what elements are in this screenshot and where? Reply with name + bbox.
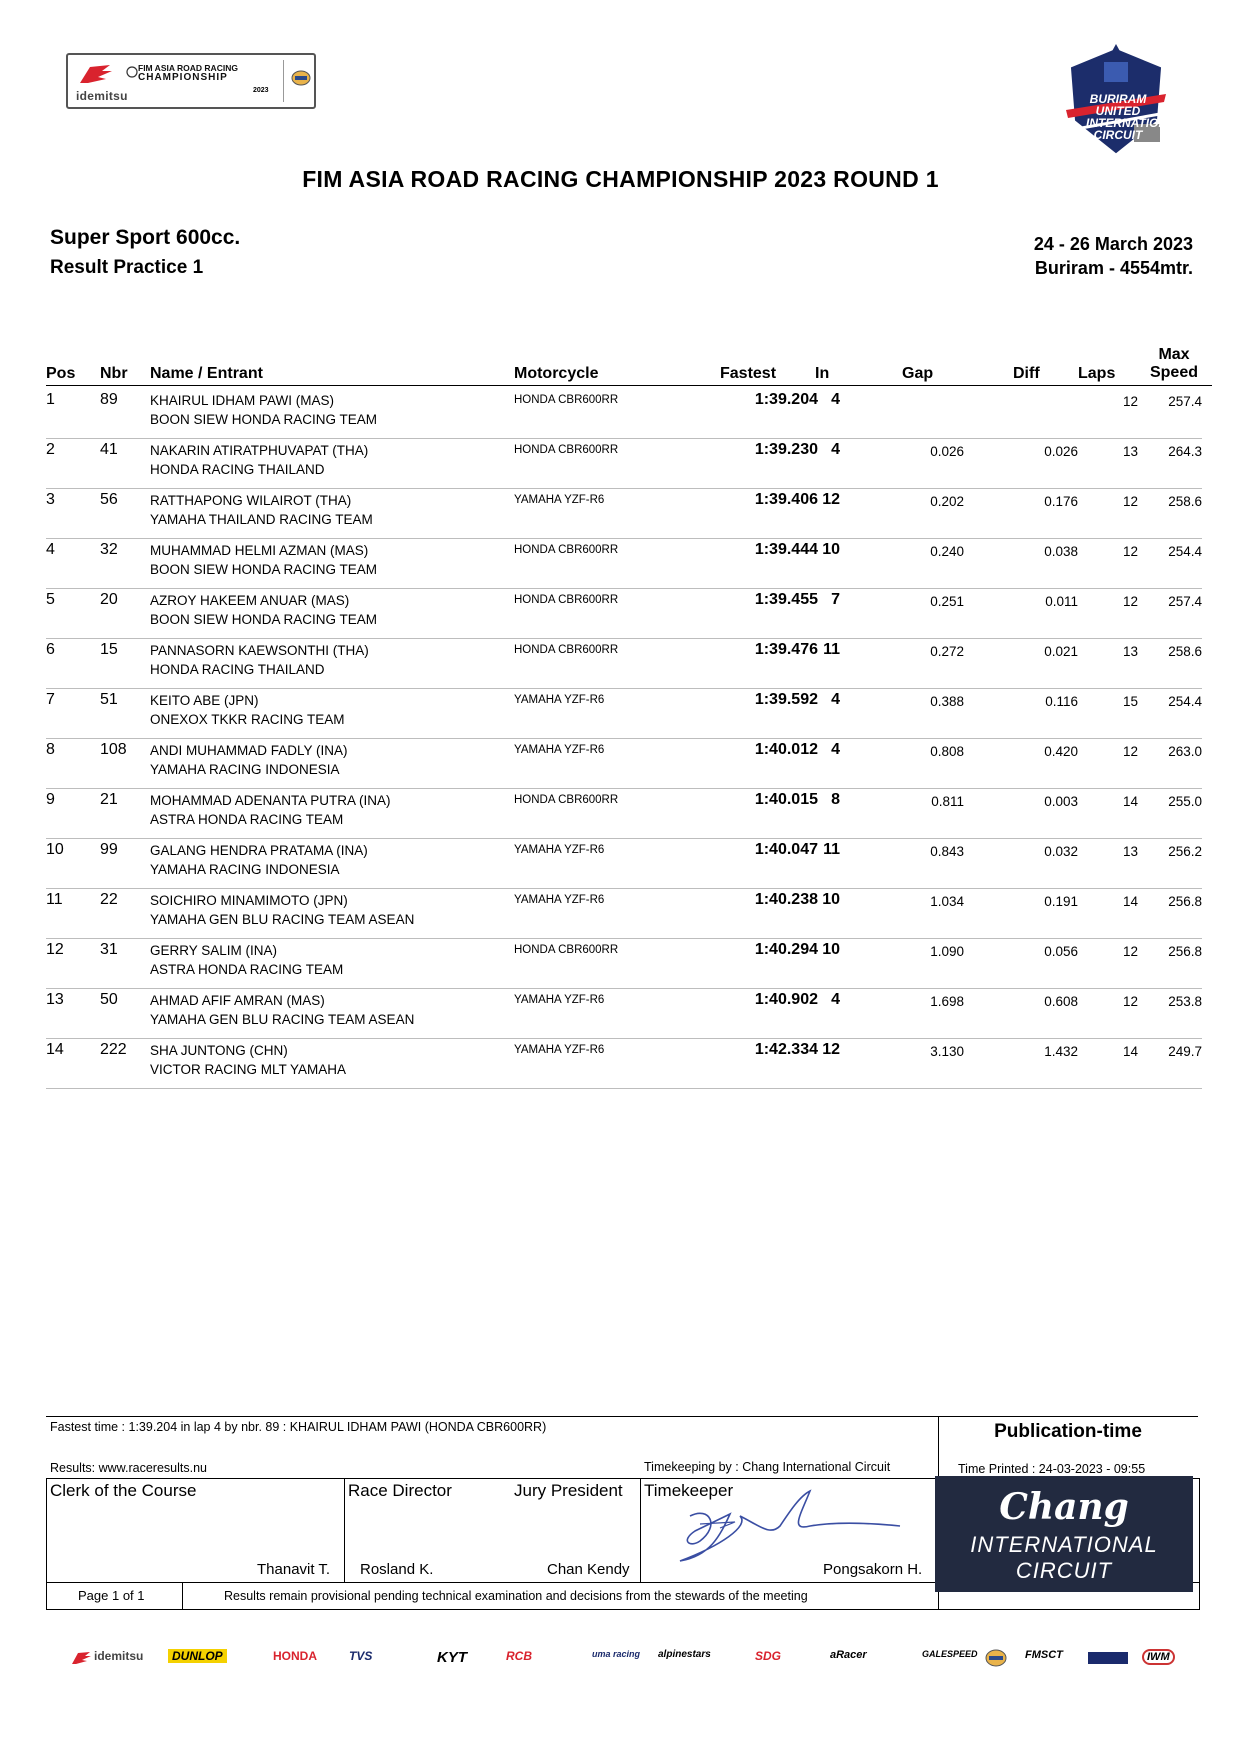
in-lap-cell: 11 bbox=[823, 641, 840, 658]
laps-cell: 12 bbox=[1122, 994, 1138, 1009]
gap-cell: 0.240 bbox=[930, 544, 964, 559]
gap-cell: 0.202 bbox=[930, 494, 964, 509]
diff-cell: 0.420 bbox=[1044, 744, 1078, 759]
clerk-name: Thanavit T. bbox=[257, 1561, 331, 1578]
max-speed-cell: 258.6 bbox=[1168, 644, 1202, 659]
team-name: HONDA RACING THAILAND bbox=[150, 462, 325, 477]
team-name: YAMAHA RACING INDONESIA bbox=[150, 762, 340, 777]
fastest-cell: 1:39.406 bbox=[754, 491, 818, 508]
nbr-cell: 22 bbox=[100, 891, 118, 908]
pos-cell: 1 bbox=[46, 391, 55, 408]
diff-cell: 0.003 bbox=[1044, 794, 1078, 809]
motorcycle-cell: HONDA CBR600RR bbox=[514, 594, 619, 606]
idemitsu-sponsor-mark bbox=[70, 1650, 92, 1666]
in-lap-cell: 4 bbox=[831, 391, 840, 408]
officials-divider-2 bbox=[640, 1478, 641, 1582]
laps-cell: 12 bbox=[1122, 494, 1138, 509]
clerk-label: Clerk of the Course bbox=[50, 1481, 197, 1500]
motorcycle-cell: HONDA CBR600RR bbox=[514, 394, 619, 406]
header-name: Name / Entrant bbox=[150, 365, 263, 382]
championship-logo-year: 2023 bbox=[253, 87, 269, 94]
chang-logo-line1: INTERNATIONAL bbox=[970, 1532, 1158, 1557]
nbr-cell: 20 bbox=[100, 591, 118, 608]
officials-divider-1 bbox=[344, 1478, 345, 1582]
header-fastest: Fastest bbox=[720, 365, 777, 382]
event-venue: Buriram - 4554mtr. bbox=[1034, 258, 1193, 278]
max-speed-cell: 257.4 bbox=[1168, 594, 1202, 609]
sponsor-tvs: TVS bbox=[349, 1649, 373, 1663]
fastest-cell: 1:39.476 bbox=[754, 641, 818, 658]
team-name: VICTOR RACING MLT YAMAHA bbox=[150, 1062, 347, 1077]
nbr-cell: 31 bbox=[100, 941, 118, 958]
header-in: In bbox=[815, 365, 830, 382]
max-speed-cell: 254.4 bbox=[1168, 694, 1202, 709]
page-divider bbox=[182, 1582, 183, 1610]
team-name: YAMAHA RACING INDONESIA bbox=[150, 862, 340, 877]
sponsor-alpinestars: alpinestars bbox=[658, 1649, 711, 1660]
sponsor-galespeed: GALESPEED bbox=[922, 1649, 978, 1659]
rider-name: PANNASORN KAEWSONTHI (THA) bbox=[150, 643, 369, 658]
sponsor-iwm: IWM bbox=[1142, 1649, 1175, 1665]
rider-name: GALANG HENDRA PRATAMA (INA) bbox=[150, 843, 368, 858]
laps-cell: 14 bbox=[1122, 1044, 1138, 1059]
diff-cell: 1.432 bbox=[1044, 1044, 1078, 1059]
table-row bbox=[46, 888, 1202, 939]
fastest-cell: 1:42.334 bbox=[754, 1041, 818, 1058]
rider-name: MUHAMMAD HELMI AZMAN (MAS) bbox=[150, 543, 369, 558]
diff-cell: 0.608 bbox=[1044, 994, 1078, 1009]
header-rule bbox=[46, 385, 1212, 386]
table-row bbox=[46, 538, 1202, 589]
timekeeper-signature bbox=[660, 1486, 910, 1566]
motorcycle-cell: HONDA CBR600RR bbox=[514, 444, 619, 456]
fastest-cell: 1:40.294 bbox=[754, 941, 818, 958]
diff-cell: 0.176 bbox=[1044, 494, 1078, 509]
in-lap-cell: 10 bbox=[822, 891, 840, 908]
sponsor-idemitsu: idemitsu bbox=[94, 1649, 144, 1663]
pos-cell: 9 bbox=[46, 791, 55, 808]
rider-name: SOICHIRO MINAMIMOTO (JPN) bbox=[150, 893, 348, 908]
sponsor-dunlop: DUNLOP bbox=[168, 1649, 227, 1663]
gap-cell: 0.251 bbox=[930, 594, 964, 609]
footer-top-rule bbox=[46, 1416, 1198, 1417]
jury-president-label: Jury President bbox=[514, 1481, 623, 1500]
provisional-disclaimer: Results remain provisional pending technical examination and decisions from the stewards of the meeting bbox=[224, 1589, 808, 1603]
page-number: Page 1 of 1 bbox=[78, 1588, 145, 1603]
laps-cell: 12 bbox=[1122, 544, 1138, 559]
table-row bbox=[46, 788, 1202, 839]
time-printed: Time Printed : 24-03-2023 - 09:55 bbox=[958, 1462, 1146, 1476]
publication-title: Publication-time bbox=[994, 1421, 1142, 1442]
pos-cell: 2 bbox=[46, 441, 55, 458]
diff-cell: 0.032 bbox=[1044, 844, 1078, 859]
sponsor-rcb: RCB bbox=[506, 1649, 532, 1663]
in-lap-cell: 12 bbox=[822, 1041, 840, 1058]
nbr-cell: 108 bbox=[100, 741, 127, 758]
sponsor-fmsct: FMSCT bbox=[1025, 1649, 1063, 1661]
rider-name: ANDI MUHAMMAD FADLY (INA) bbox=[150, 743, 348, 758]
laps-cell: 12 bbox=[1122, 394, 1138, 409]
header-max-speed bbox=[1140, 346, 1208, 382]
pos-cell: 4 bbox=[46, 541, 55, 558]
sponsor-sdg: SDG bbox=[755, 1649, 782, 1663]
in-lap-cell: 4 bbox=[831, 441, 840, 458]
pos-cell: 14 bbox=[46, 1041, 64, 1058]
federation-emblem-icon bbox=[290, 67, 312, 89]
nbr-cell: 32 bbox=[100, 541, 118, 558]
fastest-cell: 1:40.238 bbox=[754, 891, 818, 908]
laps-cell: 14 bbox=[1122, 794, 1138, 809]
max-speed-cell: 254.4 bbox=[1168, 544, 1202, 559]
fastest-time-note: Fastest time : 1:39.204 in lap 4 by nbr. 89 : KHAIRUL IDHAM PAWI (HONDA CBR600RR) bbox=[50, 1420, 547, 1434]
pos-cell: 11 bbox=[46, 891, 63, 908]
in-lap-cell: 4 bbox=[831, 691, 840, 708]
max-speed-cell: 256.8 bbox=[1168, 894, 1202, 909]
chang-logo-line2: CIRCUIT bbox=[1015, 1558, 1113, 1583]
fastest-cell: 1:39.455 bbox=[754, 591, 818, 608]
team-name: YAMAHA GEN BLU RACING TEAM ASEAN bbox=[150, 912, 415, 927]
in-lap-cell: 10 bbox=[822, 541, 840, 558]
championship-logo-text bbox=[138, 63, 238, 83]
max-speed-cell: 255.0 bbox=[1168, 794, 1202, 809]
footer-bottom-rule bbox=[46, 1609, 1200, 1610]
laps-cell: 12 bbox=[1122, 944, 1138, 959]
max-speed-cell: 249.7 bbox=[1168, 1044, 1202, 1059]
nbr-cell: 15 bbox=[100, 641, 118, 658]
federation-sponsor-emblem-icon bbox=[983, 1648, 1009, 1668]
championship-logo-line2: CHAMPIONSHIP bbox=[138, 72, 228, 83]
table-row bbox=[46, 988, 1202, 1039]
sponsor-honda: HONDA bbox=[273, 1649, 317, 1663]
gap-cell: 0.843 bbox=[930, 844, 964, 859]
fastest-cell: 1:40.047 bbox=[754, 841, 818, 858]
laps-cell: 13 bbox=[1122, 844, 1138, 859]
rider-name: AZROY HAKEEM ANUAR (MAS) bbox=[150, 593, 350, 608]
in-lap-cell: 12 bbox=[822, 491, 840, 508]
gap-cell: 3.130 bbox=[930, 1044, 964, 1059]
table-row bbox=[46, 838, 1202, 889]
table-row bbox=[46, 688, 1202, 739]
gap-cell: 0.811 bbox=[931, 794, 964, 809]
pos-cell: 13 bbox=[46, 991, 64, 1008]
officials-right-rule bbox=[1199, 1478, 1200, 1610]
diff-cell: 0.116 bbox=[1045, 694, 1078, 709]
header-laps: Laps bbox=[1078, 365, 1116, 382]
timekeeper-name: Pongsakorn H. bbox=[823, 1561, 923, 1578]
fastest-cell: 1:40.015 bbox=[754, 791, 818, 808]
header-nbr: Nbr bbox=[100, 365, 128, 382]
sponsor-blue-logo-icon bbox=[1088, 1650, 1128, 1666]
pos-cell: 10 bbox=[46, 841, 64, 858]
table-row bbox=[46, 938, 1202, 989]
team-name: HONDA RACING THAILAND bbox=[150, 662, 325, 677]
motorcycle-cell: YAMAHA YZF-R6 bbox=[514, 694, 605, 706]
table-row bbox=[46, 638, 1202, 689]
team-name: ASTRA HONDA RACING TEAM bbox=[150, 812, 344, 827]
team-name: BOON SIEW HONDA RACING TEAM bbox=[150, 612, 378, 627]
motorcycle-cell: YAMAHA YZF-R6 bbox=[514, 494, 605, 506]
max-speed-cell: 256.2 bbox=[1168, 844, 1202, 859]
rider-name: MOHAMMAD ADENANTA PUTRA (INA) bbox=[150, 793, 391, 808]
diff-cell: 0.011 bbox=[1045, 594, 1078, 609]
idemitsu-logo-mark bbox=[76, 61, 116, 87]
fastest-cell: 1:39.230 bbox=[754, 441, 818, 458]
laps-cell: 12 bbox=[1122, 744, 1138, 759]
laps-cell: 12 bbox=[1122, 594, 1138, 609]
team-name: YAMAHA GEN BLU RACING TEAM ASEAN bbox=[150, 1012, 415, 1027]
sponsor-kyt: KYT bbox=[437, 1649, 467, 1666]
gap-cell: 0.808 bbox=[930, 744, 964, 759]
motorcycle-cell: YAMAHA YZF-R6 bbox=[514, 894, 605, 906]
motorcycle-cell: YAMAHA YZF-R6 bbox=[514, 844, 605, 856]
header-diff: Diff bbox=[1013, 365, 1040, 382]
laps-cell: 15 bbox=[1122, 694, 1138, 709]
fastest-cell: 1:40.902 bbox=[754, 991, 818, 1008]
gap-cell: 1.034 bbox=[930, 894, 964, 909]
in-lap-cell: 10 bbox=[822, 941, 840, 958]
header-speed: Speed bbox=[1149, 364, 1198, 381]
table-row bbox=[46, 1038, 1202, 1089]
buriram-logo-text: BURIRAM UNITED INTERNATIONAL CIRCUIT bbox=[1086, 92, 1184, 142]
page-title: FIM ASIA ROAD RACING CHAMPIONSHIP 2023 ROUND 1 bbox=[302, 166, 939, 192]
laps-cell: 13 bbox=[1122, 444, 1138, 459]
timekeeper-label: Timekeeper bbox=[644, 1481, 734, 1500]
laps-cell: 14 bbox=[1122, 894, 1138, 909]
gap-cell: 1.090 bbox=[930, 944, 964, 959]
championship-logo-box bbox=[66, 53, 316, 109]
timekeeping-note: Timekeeping by : Chang International Circuit bbox=[644, 1460, 891, 1474]
rider-name: NAKARIN ATIRATPHUVAPAT (THA) bbox=[150, 443, 369, 458]
team-name: ASTRA HONDA RACING TEAM bbox=[150, 962, 344, 977]
diff-cell: 0.056 bbox=[1044, 944, 1078, 959]
fastest-cell: 1:39.204 bbox=[754, 391, 818, 408]
session-title: Result Practice 1 bbox=[50, 257, 204, 278]
pos-cell: 6 bbox=[46, 641, 55, 658]
max-speed-cell: 263.0 bbox=[1168, 744, 1202, 759]
rider-name: KHAIRUL IDHAM PAWI (MAS) bbox=[150, 393, 335, 408]
rider-name: KEITO ABE (JPN) bbox=[150, 693, 259, 708]
motorcycle-cell: HONDA CBR600RR bbox=[514, 944, 619, 956]
sponsor-aracer: aRacer bbox=[830, 1649, 867, 1661]
chang-logo-name: Chang bbox=[999, 1486, 1129, 1528]
nbr-cell: 41 bbox=[100, 441, 118, 458]
nbr-cell: 99 bbox=[100, 841, 118, 858]
pos-cell: 8 bbox=[46, 741, 55, 758]
table-row bbox=[46, 388, 1202, 439]
gap-cell: 0.026 bbox=[930, 444, 964, 459]
in-lap-cell: 4 bbox=[831, 741, 840, 758]
in-lap-cell: 11 bbox=[823, 841, 840, 858]
pos-cell: 5 bbox=[46, 591, 55, 608]
nbr-cell: 222 bbox=[100, 1041, 127, 1058]
table-row bbox=[46, 438, 1202, 489]
officials-left-rule bbox=[46, 1478, 47, 1610]
diff-cell: 0.191 bbox=[1044, 894, 1078, 909]
table-row bbox=[46, 488, 1202, 539]
header-gap: Gap bbox=[902, 365, 934, 382]
gap-cell: 0.272 bbox=[930, 644, 964, 659]
laps-cell: 13 bbox=[1122, 644, 1138, 659]
motorcycle-cell: HONDA CBR600RR bbox=[514, 794, 619, 806]
header-max: Max bbox=[1158, 346, 1190, 363]
rider-name: RATTHAPONG WILAIROT (THA) bbox=[150, 493, 352, 508]
team-name: BOON SIEW HONDA RACING TEAM bbox=[150, 412, 378, 427]
max-speed-cell: 253.8 bbox=[1168, 994, 1202, 1009]
gap-cell: 0.388 bbox=[930, 694, 964, 709]
nbr-cell: 89 bbox=[100, 391, 118, 408]
nbr-cell: 56 bbox=[100, 491, 118, 508]
max-speed-cell: 258.6 bbox=[1168, 494, 1202, 509]
max-speed-cell: 264.3 bbox=[1168, 444, 1202, 459]
gap-cell: 1.698 bbox=[930, 994, 964, 1009]
rider-icon bbox=[126, 65, 138, 79]
race-director-name: Rosland K. bbox=[360, 1561, 434, 1578]
sponsor-uma-racing: uma racing bbox=[592, 1649, 641, 1659]
header-motorcycle: Motorcycle bbox=[514, 365, 599, 382]
in-lap-cell: 7 bbox=[831, 591, 840, 608]
rider-name: GERRY SALIM (INA) bbox=[150, 943, 278, 958]
nbr-cell: 51 bbox=[100, 691, 118, 708]
event-date: 24 - 26 March 2023 bbox=[1033, 234, 1193, 254]
pos-cell: 12 bbox=[46, 941, 64, 958]
in-lap-cell: 8 bbox=[831, 791, 840, 808]
championship-logo-line1: FIM ASIA ROAD RACING bbox=[138, 63, 238, 73]
idemitsu-logo-text: idemitsu bbox=[76, 89, 128, 103]
pos-cell: 7 bbox=[46, 691, 55, 708]
logo-divider bbox=[283, 60, 284, 102]
diff-cell: 0.026 bbox=[1044, 444, 1078, 459]
header-pos: Pos bbox=[46, 365, 76, 382]
fastest-cell: 1:39.444 bbox=[754, 541, 818, 558]
nbr-cell: 21 bbox=[100, 791, 118, 808]
diff-cell: 0.021 bbox=[1044, 644, 1078, 659]
team-name: ONEXOX TKKR RACING TEAM bbox=[150, 712, 345, 727]
fastest-cell: 1:40.012 bbox=[754, 741, 818, 758]
max-speed-cell: 257.4 bbox=[1168, 394, 1202, 409]
team-name: BOON SIEW HONDA RACING TEAM bbox=[150, 562, 378, 577]
motorcycle-cell: HONDA CBR600RR bbox=[514, 544, 619, 556]
max-speed-cell: 256.8 bbox=[1168, 944, 1202, 959]
chang-circuit-logo bbox=[935, 1476, 1193, 1592]
in-lap-cell: 4 bbox=[831, 991, 840, 1008]
class-title: Super Sport 600cc. bbox=[50, 226, 241, 249]
table-row bbox=[46, 738, 1202, 789]
table-row bbox=[46, 588, 1202, 639]
jury-president-name: Chan Kendy bbox=[547, 1561, 630, 1578]
motorcycle-cell: YAMAHA YZF-R6 bbox=[514, 1044, 605, 1056]
rider-name: AHMAD AFIF AMRAN (MAS) bbox=[150, 993, 325, 1008]
pos-cell: 3 bbox=[46, 491, 55, 508]
race-director-label: Race Director bbox=[348, 1481, 452, 1500]
results-url: Results: www.raceresults.nu bbox=[50, 1461, 208, 1475]
fastest-cell: 1:39.592 bbox=[754, 691, 818, 708]
team-name: YAMAHA THAILAND RACING TEAM bbox=[150, 512, 373, 527]
diff-cell: 0.038 bbox=[1044, 544, 1078, 559]
motorcycle-cell: HONDA CBR600RR bbox=[514, 644, 619, 656]
motorcycle-cell: YAMAHA YZF-R6 bbox=[514, 994, 605, 1006]
motorcycle-cell: YAMAHA YZF-R6 bbox=[514, 744, 605, 756]
nbr-cell: 50 bbox=[100, 991, 118, 1008]
rider-name: SHA JUNTONG (CHN) bbox=[150, 1043, 288, 1058]
